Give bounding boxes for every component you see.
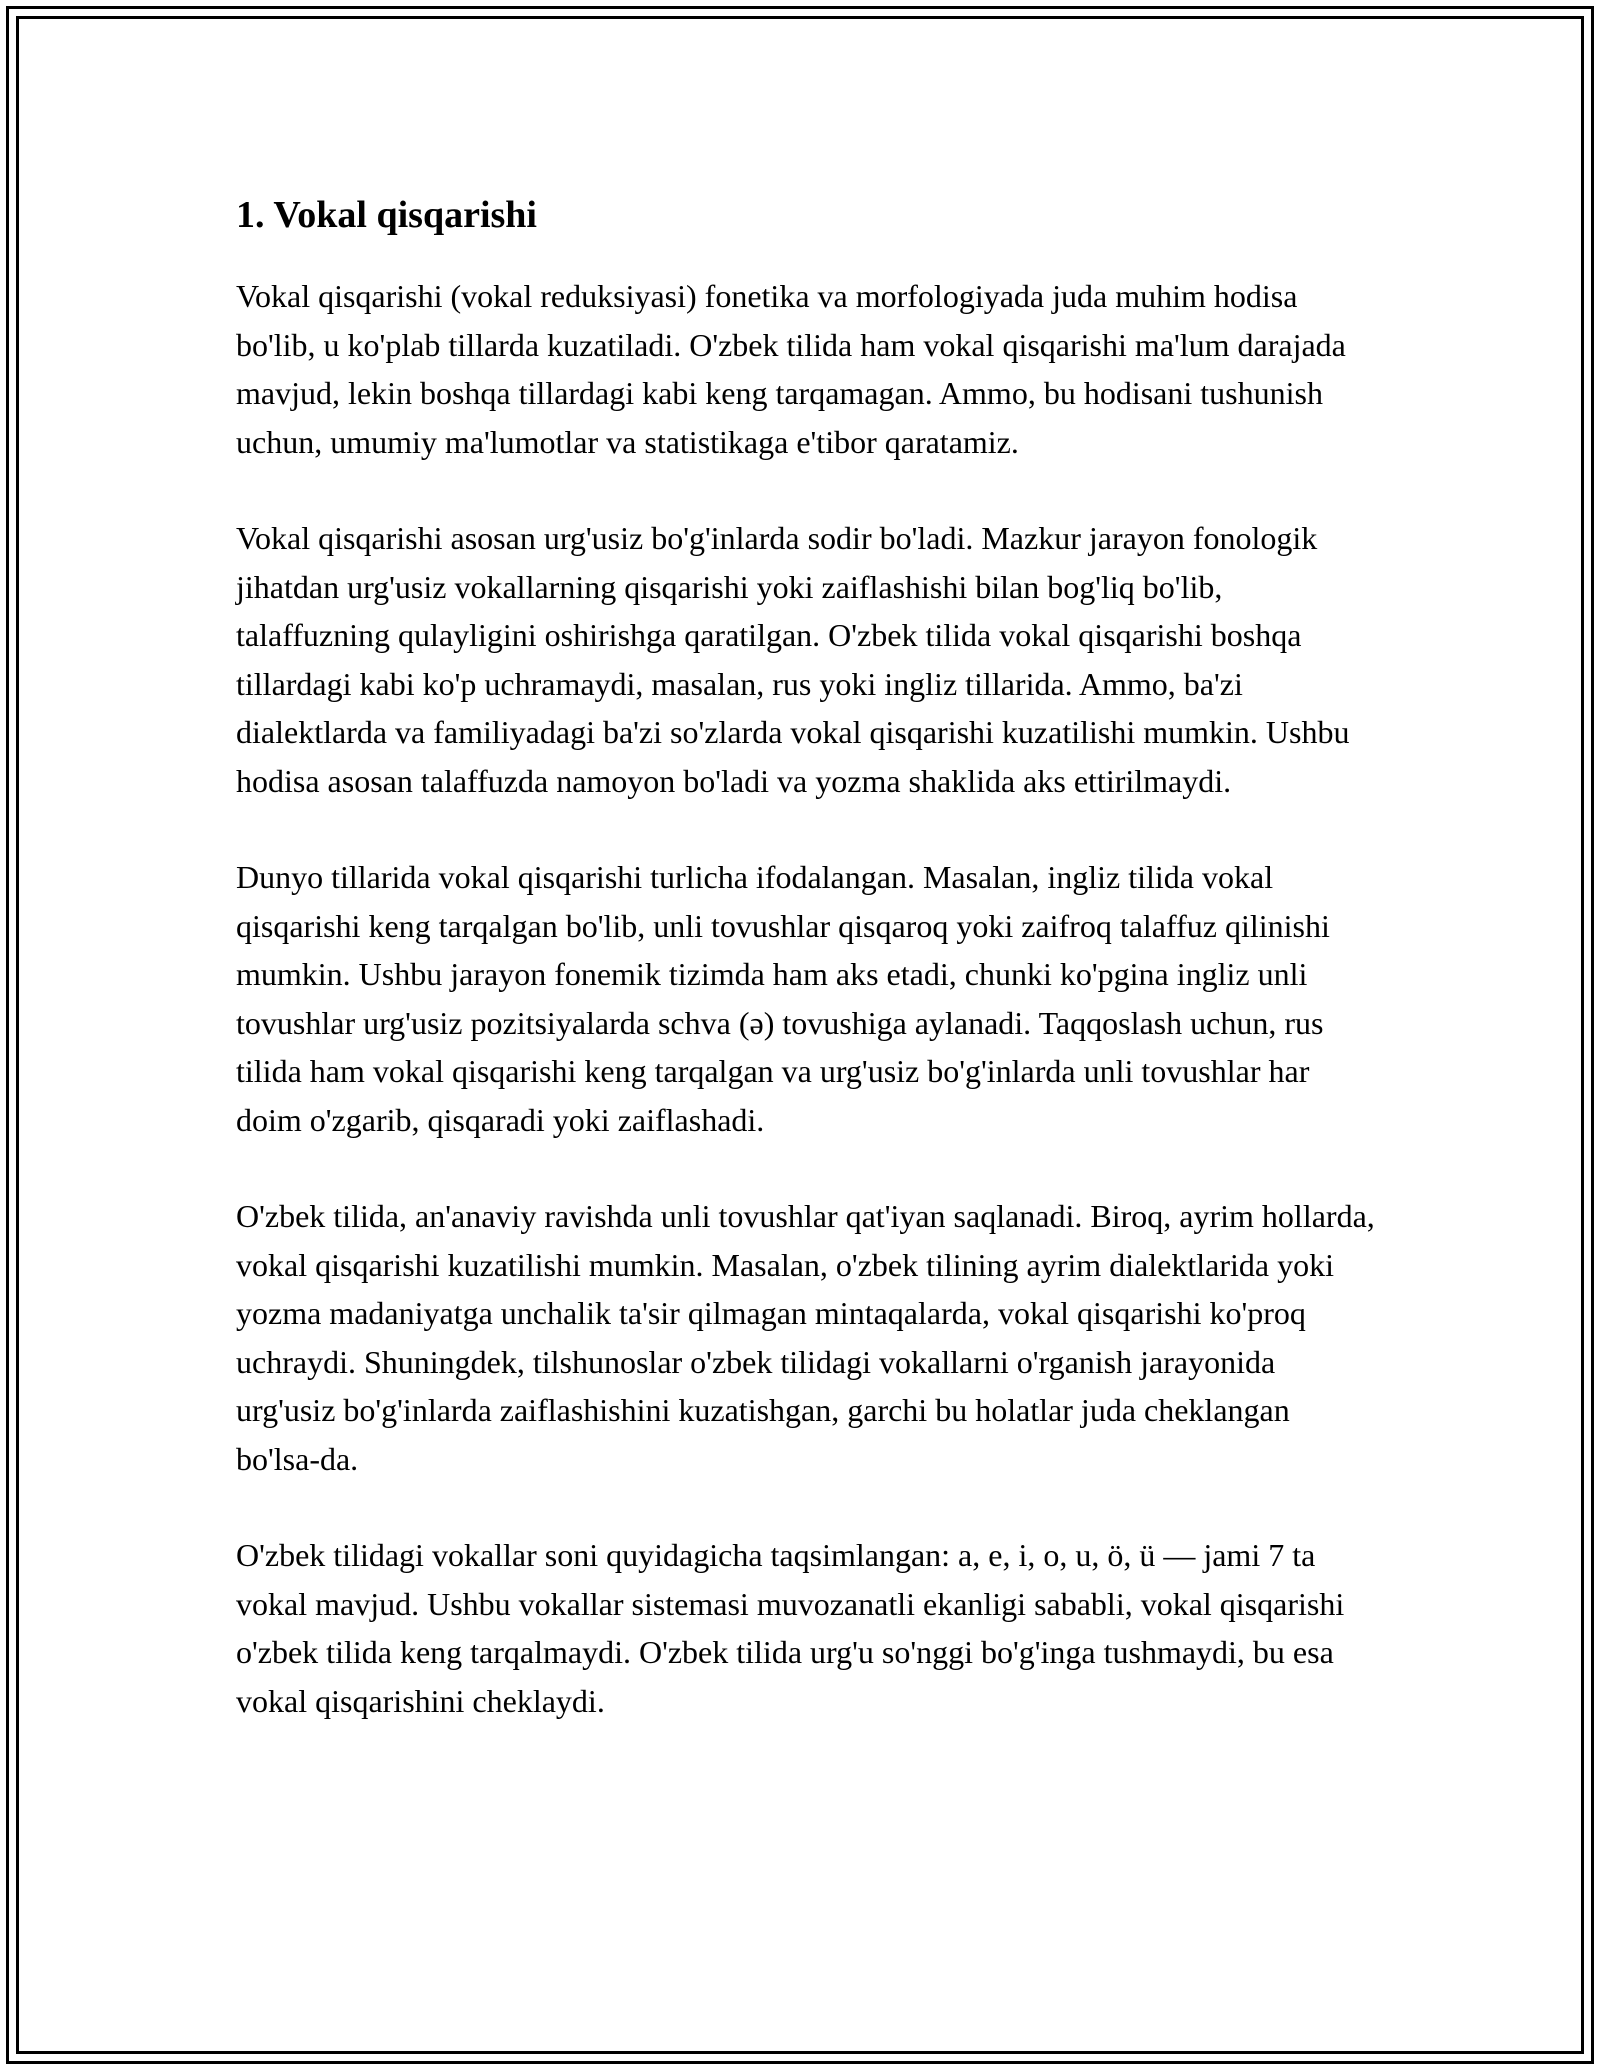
- paragraph-1: Vokal qisqarishi (vokal reduksiyasi) fonetika va morfologiyada juda muhim hodisa bo'lib, u ko'plab tillarda kuzatiladi. O'zbek tilida ham vokal qisqarishi ma'lum darajada mavjud, lekin boshqa tillardagi kabi keng tarqamagan. Ammo, bu hodisani tushunish uchun, umumiy ma'lumotlar va statistikaga e'tibor qaratamiz.: [236, 278, 1346, 460]
- document-body: [236, 186, 1376, 1773]
- paragraph-2: Vokal qisqarishi asosan urg'usiz bo'g'inlarda sodir bo'ladi. Mazkur jarayon fonologik jihatdan urg'usiz vokallarning qisqarishi yoki zaiflashishi bilan bog'liq bo'lib, talaffuzning qulayligini oshirishga qaratilgan. O'zbek tilida vokal qisqarishi boshqa tillardagi kabi ko'p uchramaydi, masalan, rus yoki ingliz tillarida. Ammo, ba'zi dialektlarda va familiyadagi ba'zi so'zlarda vokal qisqarishi kuzatilishi mumkin. Ushbu hodisa asosan talaffuzda namoyon bo'ladi va yozma shaklida aks ettirilmaydi.: [236, 520, 1350, 799]
- paragraph-3: Dunyo tillarida vokal qisqarishi turlicha ifodalangan. Masalan, ingliz tilida vokal qisqarishi keng tarqalgan bo'lib, unli tovushlar qisqaroq yoki zaifroq talaffuz qilinishi mumkin. Ushbu jarayon fonemik tizimda ham aks etadi, chunki ko'pgina ingliz unli tovushlar urg'usiz pozitsiyalarda schva (ə) tovushiga aylanadi. Taqqoslash uchun, rus tilida ham vokal qisqarishi keng tarqalgan va urg'usiz bo'g'inlarda unli tovushlar har doim o'zgarib, qisqaradi yoki zaiflashadi.: [236, 859, 1330, 1138]
- paragraph-5: O'zbek tilidagi vokallar soni quyidagicha taqsimlangan: a, e, i, o, u, ö, ü — jami 7 ta vokal mavjud. Ushbu vokallar sistemasi muvozanatli ekanligi sababli, vokal qisqarishi o'zbek tilida keng tarqalmaydi. O'zbek tilida urg'u so'nggi bo'g'inga tushmaydi, bu esa vokal qisqarishini cheklaydi.: [236, 1537, 1345, 1719]
- paragraph-4: O'zbek tilida, an'anaviy ravishda unli tovushlar qat'iyan saqlanadi. Biroq, ayrim hollarda, vokal qisqarishi kuzatilishi mumkin. Masalan, o'zbek tilining ayrim dialektlarida yoki yozma madaniyatga unchalik ta'sir qilmagan mintaqalarda, vokal qisqarishi ko'proq uchraydi. Shuningdek, tilshunoslar o'zbek tilidagi vokallarni o'rganish jarayonida urg'usiz bo'g'inlarda zaiflashishini kuzatishgan, garchi bu holatlar juda cheklangan bo'lsa-da.: [236, 1198, 1375, 1477]
- section-heading: 1. Vokal qisqarishi: [236, 194, 537, 236]
